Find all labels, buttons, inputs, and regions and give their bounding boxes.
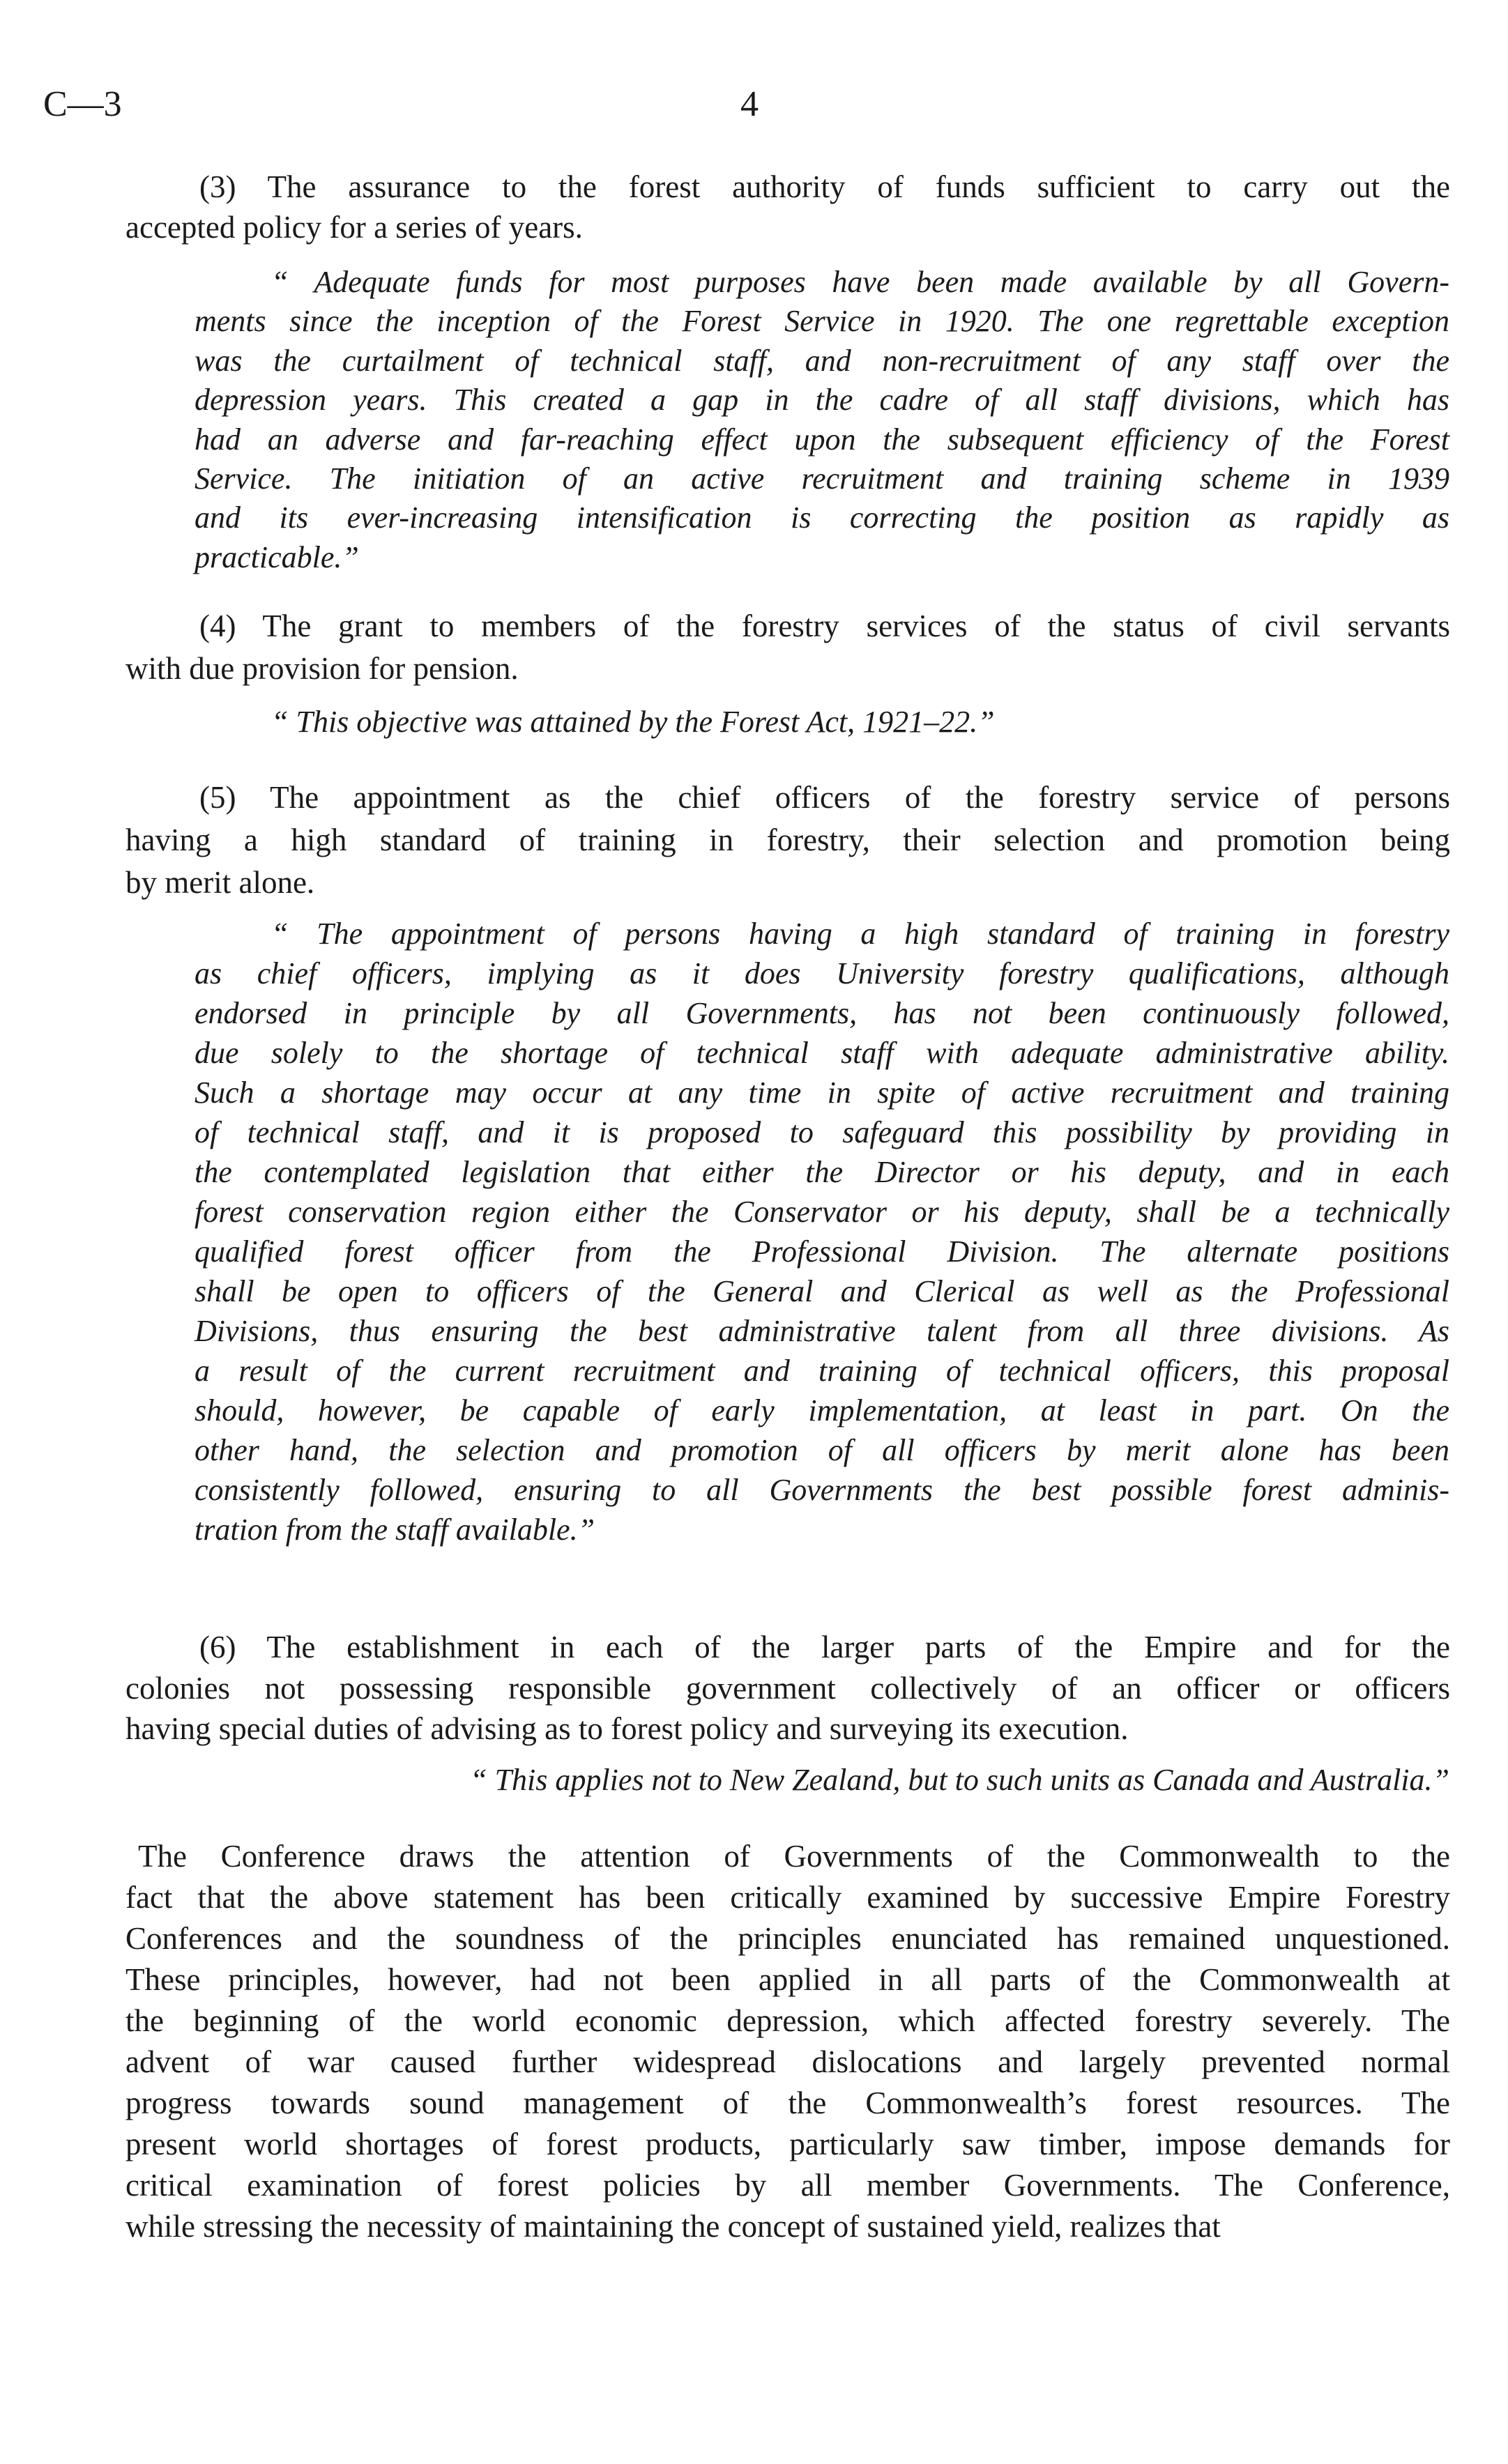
text-line: These principles, however, had not been applied in all parts of the Commonwealth at [125,1962,1450,1997]
text-line: shall be open to officers of the General and Clerical as well as the Professional [195,1274,1449,1308]
text-line: fact that the above statement has been critically examined by successive Empire Forestry [125,1880,1450,1915]
text-line: while stressing the necessity of maintaining the concept of sustained yield, realizes that [125,2209,1221,2244]
text-line: (4) The grant to members of the forestry services of the status of civil servants [199,609,1450,643]
text-line: should, however, be capable of early implementation, at least in part. On the [195,1393,1449,1428]
text-line: qualified forest officer from the Professional Division. The alternate positions [195,1234,1449,1269]
text-line: “ This objective was attained by the Forest Act, 1921–22.” [271,705,995,739]
text-line: practicable.” [195,540,359,574]
text-line: (6) The establishment in each of the larger parts of the Empire and for the [199,1630,1450,1665]
text-line: tration from the staff available.” [195,1513,595,1547]
page-number: 4 [740,84,759,124]
text-line: and its ever-increasing intensification is correcting the position as rapidly as [195,500,1449,535]
text-line: accepted policy for a series of years. [125,210,583,245]
text-line: consistently followed, ensuring to all Governments the best possible forest adminis- [195,1473,1449,1507]
text-line: Service. The initiation of an active recruitment and training scheme in 1939 [195,461,1449,496]
text-line: the beginning of the world economic depression, which affected forestry severely. The [125,2003,1450,2038]
section-code: C—3 [43,84,122,124]
text-line: progress towards sound management of the Commonwealth’s forest resources. The [125,2086,1450,2120]
text-line: advent of war caused further widespread dislocations and largely prevented normal [125,2044,1450,2079]
text-line: by merit alone. [125,865,315,900]
text-line: (3) The assurance to the forest authority of funds sufficient to carry out the [199,169,1450,204]
text-line: having special duties of advising as to forest policy and surveying its execution. [125,1711,1129,1746]
text-line: with due provision for pension. [125,651,519,686]
text-line: due solely to the shortage of technical staff with adequate administrative ability. [195,1036,1449,1070]
text-line: Divisions, thus ensuring the best administrative talent from all three divisions. As [195,1314,1449,1348]
text-line: as chief officers, implying as it does University forestry qualifications, although [195,956,1449,990]
text-line: ments since the inception of the Forest Service in 1920. The one regrettable exception [195,304,1449,339]
text-line: The Conference draws the attention of Governments of the Commonwealth to the [138,1839,1450,1874]
text-line: colonies not possessing responsible government collectively of an officer or officers [125,1670,1450,1706]
text-line: “ This applies not to New Zealand, but to such units as Canada and Australia.” [470,1763,1449,1797]
text-line: had an adverse and far-reaching effect upon the subsequent efficiency of the Forest [195,422,1449,457]
text-line: “ Adequate funds for most purposes have been made available by all Govern- [271,265,1449,299]
text-line: “ The appointment of persons having a high standard of training in forestry [271,917,1449,951]
text-line: Conferences and the soundness of the principles enunciated has remained unquestioned. [125,1921,1450,1956]
text-line: other hand, the selection and promotion of all officers by merit alone has been [195,1433,1449,1467]
text-line: of technical staff, and it is proposed to safeguard this possibility by providing in [195,1115,1449,1149]
text-line: having a high standard of training in forestry, their selection and promotion being [125,822,1450,857]
text-line: the contemplated legislation that either the Director or his deputy, and in each [195,1155,1449,1189]
text-line: depression years. This created a gap in the cadre of all staff divisions, which has [195,383,1449,418]
text-line: endorsed in principle by all Governments, has not been continuously followed, [195,996,1449,1030]
text-line: critical examination of forest policies by all member Governments. The Conference, [125,2168,1450,2203]
text-line: Such a shortage may occur at any time in spite of active recruitment and training [195,1076,1449,1110]
text-line: forest conservation region either the Conservator or his deputy, shall be a technically [195,1195,1449,1229]
text-line: a result of the current recruitment and training of technical officers, this proposal [195,1354,1449,1388]
text-line: present world shortages of forest products, particularly saw timber, impose demands for [125,2127,1450,2161]
text-line: (5) The appointment as the chief officers of the forestry service of persons [199,780,1450,815]
text-line: was the curtailment of technical staff, and non-recruitment of any staff over the [195,343,1449,378]
